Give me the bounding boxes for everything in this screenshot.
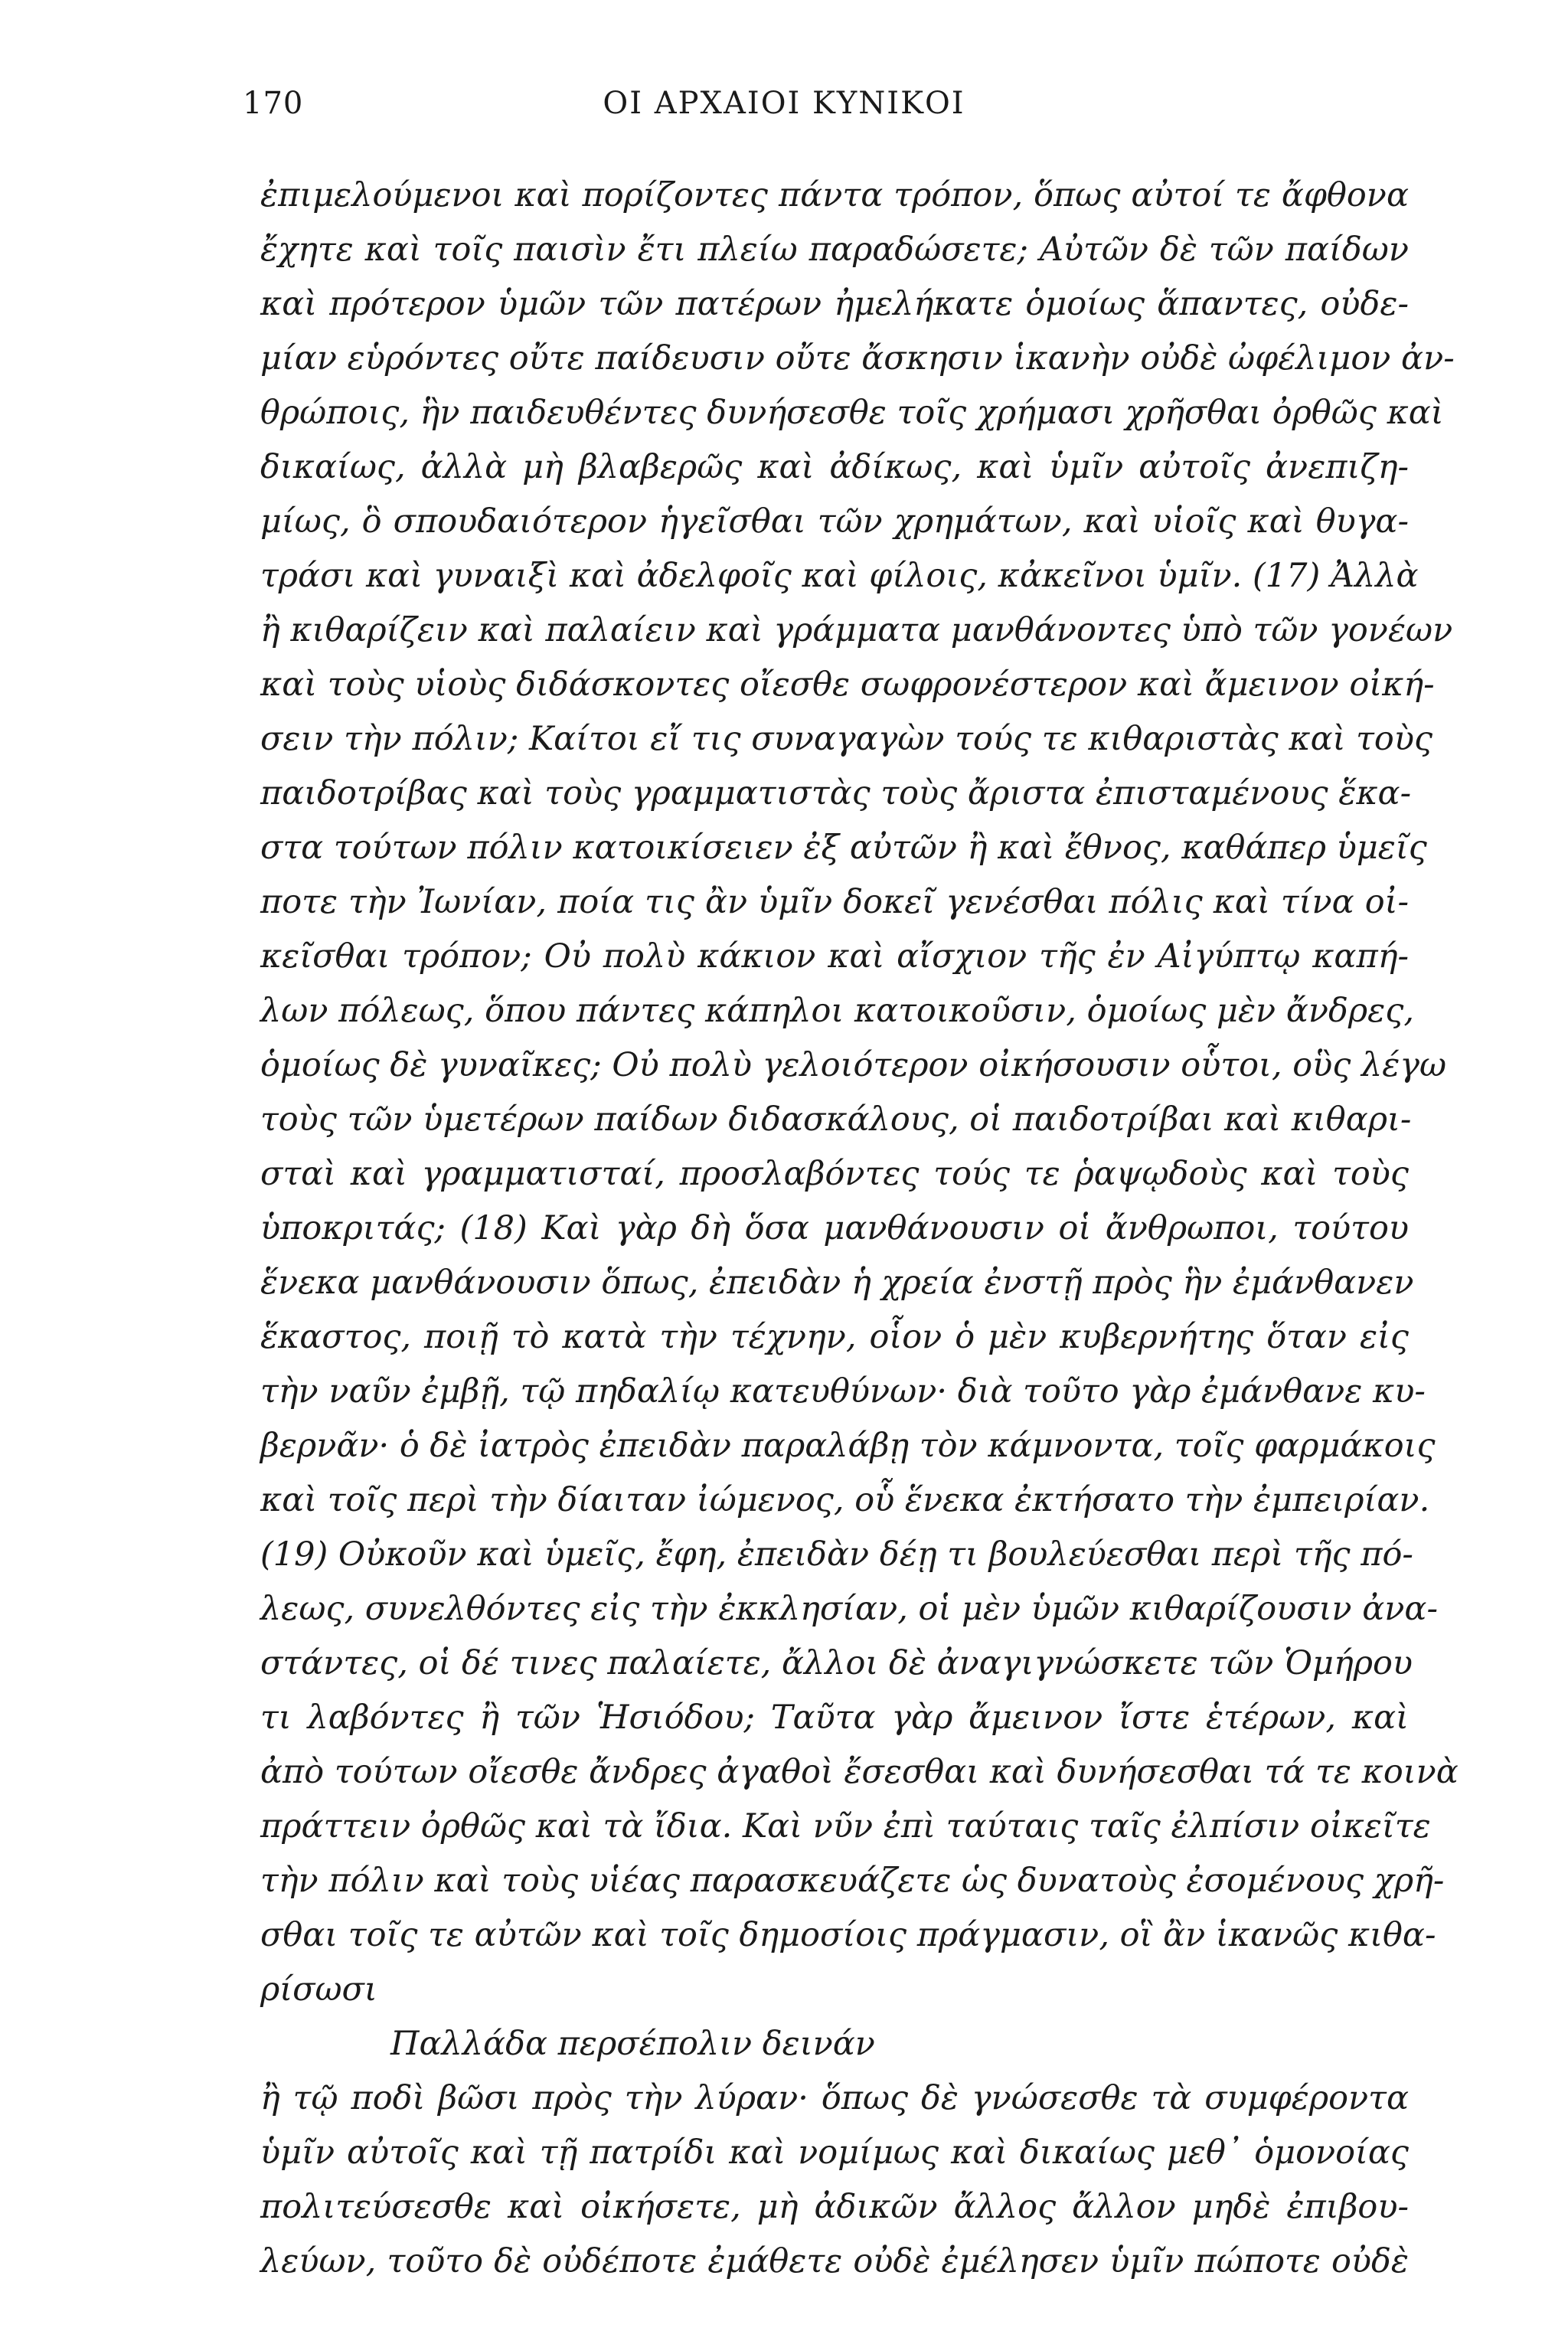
text-line: βερνᾶν· ὁ δὲ ἰατρὸς ἐπειδὰν παραλάβῃ τὸν κάμνοντα, τοῖς φαρμάκοις	[260, 1427, 1436, 1465]
text-line: τι λαβόντες ἢ τῶν Ἡσιόδου; Ταῦτα γὰρ ἄμεινον ἴστε ἑτέρων, καὶ	[260, 1698, 1409, 1737]
text-line: θρώποις, ἣν παιδευθέντες δυνήσεσθε τοῖς χρήμασι χρῆσθαι ὀρθῶς καὶ	[260, 394, 1444, 432]
page-number: 170	[243, 86, 304, 121]
text-line: ὁμοίως δὲ γυναῖκες; Οὐ πολὺ γελοιότερον οἰκήσουσιν οὗτοι, οὓς λέγω	[260, 1046, 1447, 1084]
text-line: σταὶ καὶ γραμματισταί, προσλαβόντες τούς τε ῥαψῳδοὺς καὶ τοὺς	[260, 1155, 1409, 1193]
text-line: ὑποκριτάς; (18) Καὶ γὰρ δὴ ὅσα μανθάνουσιν οἱ ἄνθρωποι, τούτου	[260, 1209, 1409, 1247]
text-line: σθαι τοῖς τε αὐτῶν καὶ τοῖς δημοσίοις πράγμασιν, οἳ ἂν ἱκανῶς κιθα-	[260, 1916, 1436, 1954]
text-line: λεως, συνελθόντες εἰς τὴν ἐκκλησίαν, οἱ μὲν ὑμῶν κιθαρίζουσιν ἀνα-	[260, 1590, 1438, 1628]
text-line: καὶ τοῖς περὶ τὴν δίαιταν ἰώμενος, οὗ ἕνεκα ἐκτήσατο τὴν ἐμπειρίαν.	[260, 1481, 1430, 1519]
text-line: καὶ τοὺς υἱοὺς διδάσκοντες οἴεσθε σωφρονέστερον καὶ ἄμεινον οἰκή-	[260, 665, 1435, 704]
text-line: τὴν πόλιν καὶ τοὺς υἱέας παρασκευάζετε ὡς δυνατοὺς ἐσομένους χρῆ-	[260, 1862, 1445, 1900]
text-line: ὑμῖν αὐτοῖς καὶ τῇ πατρίδι καὶ νομίμως καὶ δικαίως μεθ᾽ ὁμονοίας	[260, 2133, 1409, 2172]
text-line: παιδοτρίβας καὶ τοὺς γραμματιστὰς τοὺς ἄριστα ἐπισταμένους ἕκα-	[260, 774, 1412, 812]
text-line: λων πόλεως, ὅπου πάντες κάπηλοι κατοικοῦσιν, ὁμοίως μὲν ἄνδρες,	[260, 992, 1414, 1030]
text-line: τράσι καὶ γυναιξὶ καὶ ἀδελφοῖς καὶ φίλοις, κἀκεῖνοι ὑμῖν. (17) Ἀλλὰ	[260, 557, 1419, 595]
text-line: στα τούτων πόλιν κατοικίσειεν ἐξ αὐτῶν ἢ καὶ ἔθνος, καθάπερ ὑμεῖς	[260, 829, 1427, 867]
text-line: ποτε τὴν Ἰωνίαν, ποία τις ἂν ὑμῖν δοκεῖ γενέσθαι πόλις καὶ τίνα οἰ-	[260, 883, 1409, 921]
text-line: ἕκαστος, ποιῇ τὸ κατὰ τὴν τέχνην, οἷον ὁ μὲν κυβερνήτης ὅταν εἰς	[260, 1318, 1409, 1356]
text-line: ἀπὸ τούτων οἴεσθε ἄνδρες ἀγαθοὶ ἔσεσθαι καὶ δυνήσεσθαι τά τε κοινὰ	[260, 1753, 1459, 1791]
text-line: κεῖσθαι τρόπον; Οὐ πολὺ κάκιον καὶ αἴσχιον τῆς ἐν Αἰγύπτῳ καπή-	[260, 937, 1409, 976]
text-line: δικαίως, ἀλλὰ μὴ βλαβερῶς καὶ ἀδίκως, καὶ ὑμῖν αὐτοῖς ἀνεπιζη-	[260, 448, 1409, 486]
text-line: καὶ πρότερον ὑμῶν τῶν πατέρων ἠμελήκατε ὁμοίως ἅπαντες, οὐδε-	[260, 285, 1409, 323]
text-line: πράττειν ὀρθῶς καὶ τὰ ἴδια. Καὶ νῦν ἐπὶ ταύταις ταῖς ἐλπίσιν οἰκεῖτε	[260, 1807, 1431, 1846]
running-title: ΟΙ ΑΡΧΑΙΟΙ ΚΥΝΙΚΟΙ	[603, 86, 965, 121]
text-line: μίαν εὑρόντες οὔτε παίδευσιν οὔτε ἄσκησιν ἱκανὴν οὐδὲ ὠφέλιμον ἀν-	[260, 339, 1455, 378]
text-line: ἢ τῷ ποδὶ βῶσι πρὸς τὴν λύραν· ὅπως δὲ γνώσεσθε τὰ συμφέροντα	[260, 2079, 1409, 2117]
text-line: ἕνεκα μανθάνουσιν ὅπως, ἐπειδὰν ἡ χρεία ἐνστῇ πρὸς ἣν ἐμάνθανεν	[260, 1264, 1414, 1302]
text-line: (19) Οὐκοῦν καὶ ὑμεῖς, ἔφη, ἐπειδὰν δέῃ τι βουλεύεσθαι περὶ τῆς πό-	[260, 1535, 1413, 1574]
text-line: λεύων, τοῦτο δὲ οὐδέποτε ἐμάθετε οὐδὲ ἐμέλησεν ὑμῖν πώποτε οὐδὲ	[260, 2242, 1409, 2280]
verse-quotation: Παλλάδα περσέπολιν δεινάν	[390, 2025, 875, 2063]
text-line: ρίσωσι	[260, 1970, 377, 2009]
text-line: τὴν ναῦν ἐμβῇ, τῷ πηδαλίῳ κατευθύνων· διὰ τοῦτο γὰρ ἐμάνθανε κυ-	[260, 1372, 1426, 1411]
text-line: ἢ κιθαρίζειν καὶ παλαίειν καὶ γράμματα μανθάνοντες ὑπὸ τῶν γονέων	[260, 611, 1453, 649]
text-line: ἐπιμελούμενοι καὶ πορίζοντες πάντα τρόπον, ὅπως αὐτοί τε ἄφθονα	[260, 176, 1409, 214]
text-line: τοὺς τῶν ὑμετέρων παίδων διδασκάλους, οἱ παιδοτρίβαι καὶ κιθαρι-	[260, 1100, 1412, 1139]
text-line: ἔχητε καὶ τοῖς παισὶν ἔτι πλείω παραδώσετε; Αὐτῶν δὲ τῶν παίδων	[260, 230, 1409, 269]
text-line: πολιτεύσεσθε καὶ οἰκήσετε, μὴ ἀδικῶν ἄλλος ἄλλον μηδὲ ἐπιβου-	[260, 2188, 1409, 2226]
text-line: σειν τὴν πόλιν; Καίτοι εἴ τις συναγαγὼν τούς τε κιθαριστὰς καὶ τοὺς	[260, 720, 1433, 758]
text-line: μίως, ὃ σπουδαιότερον ἡγεῖσθαι τῶν χρημάτων, καὶ υἱοῖς καὶ θυγα-	[260, 502, 1409, 541]
text-line: στάντες, οἱ δέ τινες παλαίετε, ἄλλοι δὲ ἀναγιγνώσκετε τῶν Ὁμήρου	[260, 1644, 1413, 1682]
body-text	[260, 168, 1459, 2289]
